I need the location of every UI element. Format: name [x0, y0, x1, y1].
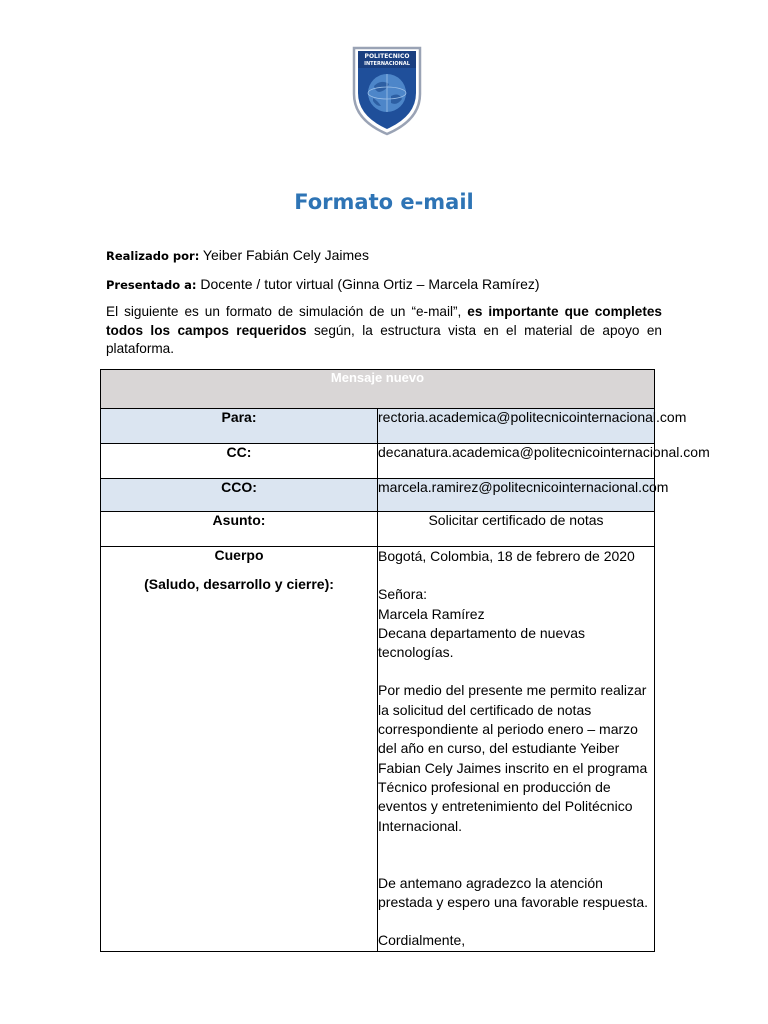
body-greeting: Señora:	[378, 586, 428, 603]
logo-text-line1: POLITECNICO	[364, 53, 410, 60]
logo-text-line2: INTERNACIONAL	[364, 61, 410, 67]
cc-value: decanatura.academica@politecnicointernacional.com	[378, 444, 655, 479]
politecnico-internacional-logo	[351, 46, 423, 136]
body-main-paragraph: Por medio del presente me permito realizar la solicitud del certificado de notas correspondiente al periodo enero – marzo del año en curso, del estudiante Yeiber Fabian Cely Jaimes inscrito en el programa Técnico profesional en producción de eventos y entretenimiento del Politécnico Internacional.	[378, 682, 648, 834]
asunto-value: Solicitar certificado de notas	[378, 512, 655, 547]
intro-text-2: según, la estructura vista en el material de apoyo en plataforma.	[106, 322, 662, 356]
cco-label: CCO:	[101, 479, 378, 512]
intro-bold-text: es importante que completes todos los campos requeridos	[106, 304, 662, 338]
cco-row	[101, 479, 655, 512]
asunto-row	[101, 512, 655, 547]
body-date-line: Bogotá, Colombia, 18 de febrero de 2020	[378, 548, 635, 564]
body-recipient-role: Decana departamento de nuevas tecnologías.	[378, 624, 586, 661]
presentado-a-value: Docente / tutor virtual (Ginna Ortiz – Marcela Ramírez)	[196, 276, 540, 292]
realizado-por-value: Yeiber Fabián Cely Jaimes	[199, 247, 369, 263]
cuerpo-label-cell	[101, 547, 378, 952]
cuerpo-sublabel: (Saludo, desarrollo y cierre):	[144, 576, 334, 592]
para-row	[101, 409, 655, 444]
intro-paragraph	[106, 303, 662, 359]
presentado-a-line	[106, 276, 540, 292]
body-recipient-name: Marcela Ramírez	[378, 605, 485, 622]
realizado-por-line	[106, 247, 369, 263]
email-format-table	[100, 369, 710, 952]
body-closing: Cordialmente,	[378, 932, 466, 949]
para-value: rectoria.academica@politecnicointernacional.com	[378, 409, 655, 444]
asunto-label: Asunto:	[101, 512, 378, 547]
table-header-row	[101, 370, 655, 409]
cuerpo-value	[378, 547, 655, 952]
realizado-por-label: Realizado por:	[106, 249, 200, 263]
presentado-a-label: Presentado a:	[106, 278, 197, 292]
page-title: Formato e-mail	[294, 190, 474, 214]
para-label: Para:	[101, 409, 378, 444]
new-message-header: Mensaje nuevo	[101, 370, 655, 409]
cco-value: marcela.ramirez@politecnicointernacional.com	[378, 479, 655, 512]
cuerpo-label: Cuerpo	[214, 547, 264, 563]
cc-label: CC:	[101, 444, 378, 479]
intro-text-1: El siguiente es un formato de simulación de un “e-mail”,	[106, 304, 468, 319]
body-thanks: De antemano agradezco la atención prestada y espero una favorable respuesta.	[378, 874, 649, 911]
cuerpo-row	[101, 547, 655, 952]
cc-row	[101, 444, 655, 479]
